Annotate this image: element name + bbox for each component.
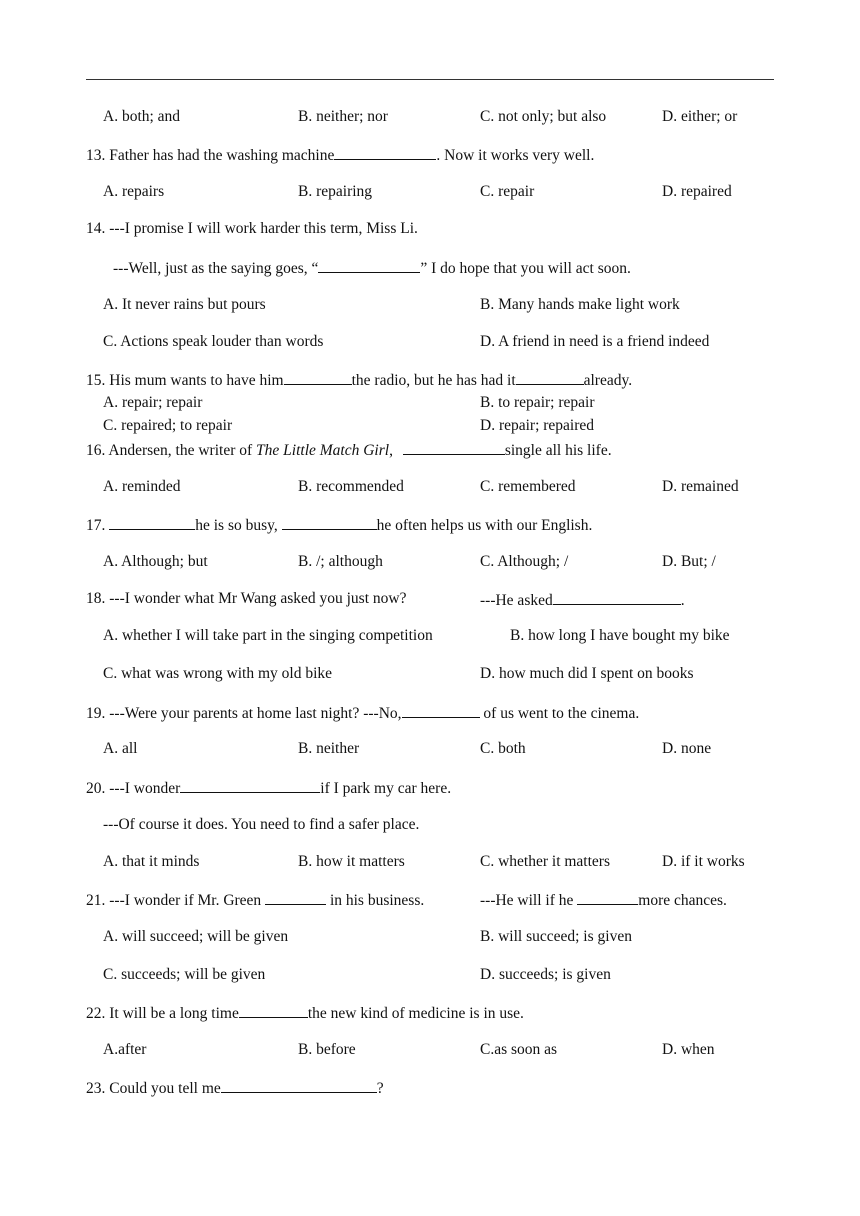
answer-blank xyxy=(318,257,420,273)
answer-blank xyxy=(239,1002,308,1018)
question-22-part: the new kind of medicine is in use. xyxy=(307,1005,524,1022)
answer-blank xyxy=(109,514,195,530)
question-18-part: 18. ---I wonder what Mr Wang asked you just now? xyxy=(86,590,407,607)
option-b: B. to repair; repair xyxy=(480,394,595,411)
question-19-part: 19. ---Were your parents at home last night? ---No, xyxy=(86,705,402,722)
option-d: D. A friend in need is a friend indeed xyxy=(480,333,710,350)
answer-blank xyxy=(553,589,681,605)
question-13-text xyxy=(86,144,594,164)
answer-blank xyxy=(284,369,352,385)
option-a: A. reminded xyxy=(103,478,181,495)
option-c: C. Actions speak louder than words xyxy=(103,333,324,350)
question-23-part: ? xyxy=(376,1080,384,1097)
option-d: D. repair; repaired xyxy=(480,417,595,434)
question-21-part: in his business. xyxy=(326,892,425,909)
option-b: B. neither; nor xyxy=(298,108,388,125)
question-18-part: . xyxy=(680,592,685,609)
question-18-text xyxy=(86,589,406,609)
question-18-part: ---He asked xyxy=(480,592,553,609)
option-b: B. neither xyxy=(298,740,360,757)
option-a: A. both; and xyxy=(103,108,181,125)
question-15-part: 15. His mum wants to have him xyxy=(86,372,284,389)
option-a: A. repairs xyxy=(103,183,165,200)
question-23-part: 23. Could you tell me xyxy=(86,1080,221,1097)
option-b: B. how it matters xyxy=(298,853,405,870)
question-17-part: he often helps us with our English. xyxy=(376,517,593,534)
question-18-reply xyxy=(480,589,685,609)
question-21-part: more chances. xyxy=(638,892,727,909)
option-c: C. what was wrong with my old bike xyxy=(103,665,333,682)
question-20-part: if I park my car here. xyxy=(320,780,452,797)
question-17-text xyxy=(86,514,592,534)
question-13-part: . Now it works very well. xyxy=(436,147,595,164)
option-d: D. But; / xyxy=(662,553,716,570)
question-13-part: 13. Father has had the washing machine xyxy=(86,147,335,164)
option-b: B. Many hands make light work xyxy=(480,296,680,313)
option-d: D. none xyxy=(662,740,712,757)
book-title: The Little Match Girl xyxy=(256,442,390,459)
option-c: C. whether it matters xyxy=(480,853,610,870)
option-c: C. repaired; to repair xyxy=(103,417,233,434)
option-c: C. both xyxy=(480,740,526,757)
answer-blank xyxy=(265,889,326,905)
answer-blank xyxy=(577,889,638,905)
option-a: A. all xyxy=(103,740,138,757)
answer-blank xyxy=(334,144,436,160)
option-a: A. will succeed; will be given xyxy=(103,928,289,945)
option-d: D. if it works xyxy=(662,853,745,870)
question-16-part: single all his life. xyxy=(504,442,612,459)
question-20-text xyxy=(86,777,451,797)
option-a: A.after xyxy=(103,1041,147,1058)
answer-blank xyxy=(282,514,377,530)
question-16-part: , xyxy=(389,442,397,459)
option-c: C.as soon as xyxy=(480,1041,558,1058)
option-c: C. repair xyxy=(480,183,535,200)
option-c: C. succeeds; will be given xyxy=(103,966,266,983)
question-21-part: ---He will if he xyxy=(480,892,578,909)
question-19-text xyxy=(86,702,639,722)
option-b: B. how long I have bought my bike xyxy=(510,627,730,644)
option-b: B. recommended xyxy=(298,478,404,495)
question-17-part: 17. xyxy=(86,517,110,534)
question-16-part: 16. Andersen, the writer of xyxy=(86,442,257,459)
option-b: B. before xyxy=(298,1041,356,1058)
option-c: C. remembered xyxy=(480,478,576,495)
question-19-part: of us went to the cinema. xyxy=(479,705,640,722)
question-14-text: 14. ---I promise I will work harder this term, Miss Li. xyxy=(86,220,418,237)
question-20-part: 20. ---I wonder xyxy=(86,780,181,797)
answer-blank xyxy=(402,702,480,718)
question-22-part: 22. It will be a long time xyxy=(86,1005,239,1022)
answer-blank xyxy=(180,777,320,793)
option-d: D. either; or xyxy=(662,108,738,125)
header-rule xyxy=(86,79,774,80)
question-15-text xyxy=(86,369,632,389)
question-14-part: ---Well, just as the saying goes, “ xyxy=(113,260,319,277)
option-b: B. will succeed; is given xyxy=(480,928,632,945)
question-23-text xyxy=(86,1077,384,1097)
question-22-text xyxy=(86,1002,524,1022)
option-c: C. Although; / xyxy=(480,553,569,570)
question-15-part: already. xyxy=(583,372,633,389)
option-d: D. succeeds; is given xyxy=(480,966,611,983)
option-a: A. repair; repair xyxy=(103,394,203,411)
option-a: A. that it minds xyxy=(103,853,200,870)
option-b: B. repairing xyxy=(298,183,373,200)
question-17-part: he is so busy, xyxy=(195,517,282,534)
question-21-part: 21. ---I wonder if Mr. Green xyxy=(86,892,266,909)
option-b: B. /; although xyxy=(298,553,383,570)
option-d: D. when xyxy=(662,1041,715,1058)
option-a: A. It never rains but pours xyxy=(103,296,266,313)
option-a: A. Although; but xyxy=(103,553,208,570)
question-20-reply: ---Of course it does. You need to find a safer place. xyxy=(103,816,420,833)
answer-blank xyxy=(403,439,505,455)
question-21-text xyxy=(86,889,424,909)
option-a: A. whether I will take part in the singing competition xyxy=(103,627,433,644)
question-14-reply xyxy=(113,257,631,277)
question-15-part: the radio, but he has had it xyxy=(351,372,516,389)
option-d: D. repaired xyxy=(662,183,732,200)
answer-blank xyxy=(221,1077,377,1093)
question-16-text xyxy=(86,439,612,459)
option-d: D. remained xyxy=(662,478,739,495)
question-21-reply xyxy=(480,889,727,909)
option-d: D. how much did I spent on books xyxy=(480,665,694,682)
answer-blank xyxy=(516,369,584,385)
option-c: C. not only; but also xyxy=(480,108,607,125)
question-14-part: ” I do hope that you will act soon. xyxy=(420,260,631,277)
